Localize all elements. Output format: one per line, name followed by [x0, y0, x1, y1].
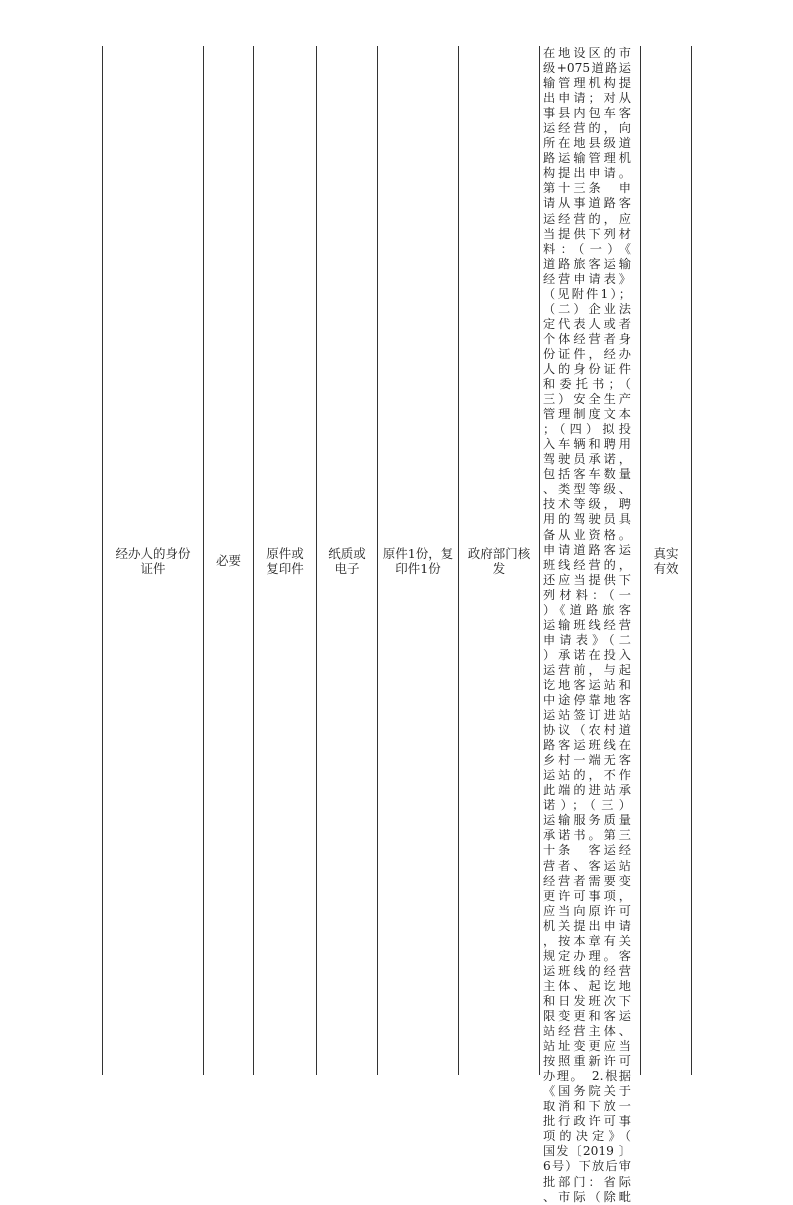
basis-line: 、类型等级、: [543, 482, 631, 497]
basis-line: 和委托书；（: [543, 377, 631, 392]
basis-line: 技术等级，聘: [543, 497, 631, 512]
basis-line: 运输服务质量: [543, 813, 631, 828]
basis-line: 所在地县级道: [543, 136, 631, 151]
basis-line: 6号）下放后审: [543, 1159, 631, 1174]
basis-line: 申请道路客运: [543, 542, 631, 557]
basis-line: （二）企业法: [543, 301, 631, 316]
basis-line: 批部门：省际: [543, 1174, 631, 1189]
necessity-cell: 必要: [215, 553, 241, 568]
basis-line: （见附件1）；: [543, 286, 631, 301]
basis-line: 讫地客运站和: [543, 677, 631, 692]
requirement-cell: 真实 有效: [653, 545, 679, 576]
basis-line: 经营申请表》: [543, 271, 631, 286]
basis-line: 用的驾驶员具: [543, 512, 631, 527]
basis-line: 第十三条 申: [543, 181, 631, 196]
material-name-cell: 经办人的身份 证件: [115, 545, 191, 576]
basis-line: 级+075道路运: [543, 61, 631, 76]
basis-line: 运经营的，向: [543, 121, 631, 136]
basis-line: 诺）；（三）: [543, 798, 631, 813]
basis-line: 出申请；对从: [543, 91, 631, 106]
basis-line: 还应当提供下: [543, 572, 631, 587]
legal-basis-text: [543, 46, 631, 1204]
basis-line: 人的身份证件: [543, 361, 631, 376]
basis-line: 运输班线经营: [543, 617, 631, 632]
basis-line: 中途停靠地客: [543, 693, 631, 708]
basis-line: 班线经营的，: [543, 557, 631, 572]
basis-line: 事县内包车客: [543, 106, 631, 121]
basis-line: 运班线的经营: [543, 963, 631, 978]
basis-line: ）承诺在投入: [543, 647, 631, 662]
basis-line: 更许可事项，: [543, 888, 631, 903]
basis-line: 项的决定》（: [543, 1129, 631, 1144]
basis-line: 站经营主体、: [543, 1024, 631, 1039]
basis-line: 驾驶员承诺，: [543, 452, 631, 467]
form-cell: 原件或 复印件: [266, 545, 304, 576]
table-border-line: [539, 46, 540, 1075]
basis-line: 定代表人或者: [543, 316, 631, 331]
source-cell: 政府部门核 发: [467, 545, 531, 576]
basis-line: 、市际（除毗: [543, 1189, 631, 1204]
basis-line: 请从事道路客: [543, 196, 631, 211]
basis-line: 道路旅客运输: [543, 256, 631, 271]
basis-line: 运营前，与起: [543, 662, 631, 677]
basis-line: 十条 客运经: [543, 843, 631, 858]
basis-line: 运站签订进站: [543, 708, 631, 723]
carrier-cell: 纸质或 电子: [328, 545, 366, 576]
basis-line: 在地设区的市: [543, 46, 631, 60]
basis-line: 取消和下放一: [543, 1099, 631, 1114]
basis-line: 承诺书。第三: [543, 828, 631, 843]
basis-line: 批行政许可事: [543, 1114, 631, 1129]
basis-line: 运站的，不作: [543, 768, 631, 783]
basis-line: 办理。 2.根据: [543, 1069, 631, 1084]
basis-line: 包括客车数量: [543, 467, 631, 482]
basis-line: ；（四）拟投: [543, 422, 631, 437]
basis-line: 入车辆和聘用: [543, 437, 631, 452]
basis-line: ，按本章有关: [543, 933, 631, 948]
basis-line: 营者、客运站: [543, 858, 631, 873]
basis-line: 份证件，经办: [543, 346, 631, 361]
basis-line: 乡村一端无客: [543, 753, 631, 768]
basis-line: ）《道路旅客: [543, 602, 631, 617]
basis-line: 机关提出申请: [543, 918, 631, 933]
quantity-cell: 原件1份，复 印件1份: [382, 545, 454, 576]
basis-line: 当提供下列材: [543, 226, 631, 241]
table-border-line: [691, 46, 692, 1075]
basis-line: 三）安全生产: [543, 392, 631, 407]
basis-line: 此端的进站承: [543, 783, 631, 798]
basis-line: 规定办理。客: [543, 948, 631, 963]
basis-line: 协议（农村道: [543, 723, 631, 738]
basis-line: 站址变更应当: [543, 1039, 631, 1054]
basis-line: 应当向原许可: [543, 903, 631, 918]
basis-line: 料：（一）《: [543, 241, 631, 256]
basis-line: 路运输管理机: [543, 151, 631, 166]
basis-line: 国发〔2019 〕: [543, 1144, 631, 1159]
basis-line: 管理制度文本: [543, 407, 631, 422]
basis-line: 输管理机构提: [543, 76, 631, 91]
basis-line: 路客运班线在: [543, 738, 631, 753]
basis-line: 主体、起讫地: [543, 978, 631, 993]
basis-line: 个体经营者身: [543, 331, 631, 346]
basis-line: 列材料：（一: [543, 587, 631, 602]
basis-line: 按照重新许可: [543, 1054, 631, 1069]
basis-line: 备从业资格。: [543, 527, 631, 542]
basis-line: 限变更和客运: [543, 1009, 631, 1023]
basis-line: 构提出申请。: [543, 166, 631, 181]
basis-line: 申请表》（二: [543, 632, 631, 647]
basis-line: 运经营的，应: [543, 211, 631, 226]
basis-line: 《国务院关于: [543, 1084, 631, 1099]
basis-line: 和日发班次下: [543, 993, 631, 1008]
basis-line: 经营者需要变: [543, 873, 631, 888]
